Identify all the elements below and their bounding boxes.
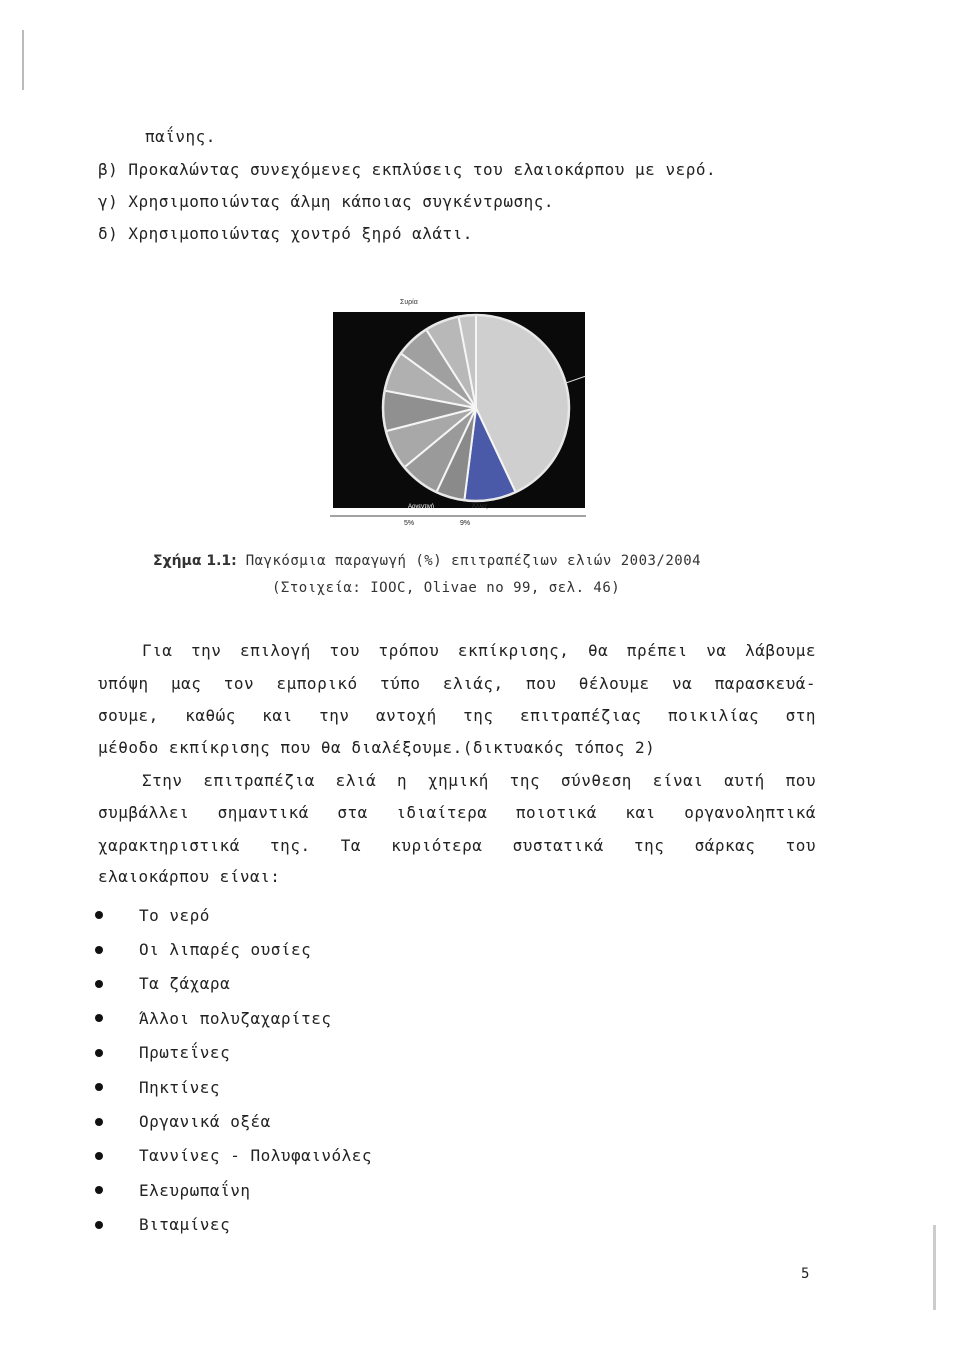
list-item: [95, 967, 372, 1001]
list-item-text: Ταννίνες - Πολυφαινόλες: [139, 1146, 373, 1166]
bullet-icon: [95, 1186, 103, 1194]
page-number: 5: [801, 1266, 810, 1282]
slice-label-syria: Συρία: [400, 299, 418, 306]
list-item: [95, 1208, 372, 1242]
figure-caption-text: Παγκόσμια παραγωγή (%) επιτραπέζιων ελιών 2003/2004: [245, 553, 702, 569]
paragraph-line: συμβάλλει σημαντικά στα ιδιαίτερα ποιοτικά και οργανοληπτικά: [98, 803, 816, 822]
paragraph-line: χαρακτηριστικά της. Τα κυριότερα συστατικά της σάρκας του: [98, 836, 816, 855]
bullet-icon: [95, 1221, 103, 1229]
list-item-text: Άλλοι πολυζαχαρίτες: [139, 1008, 332, 1028]
bullet-icon: [95, 946, 103, 954]
paragraph-line: Στην επιτραπέζια ελιά η χημική της σύνθεση είναι αυτή που: [142, 771, 816, 790]
list-item: [95, 1139, 372, 1173]
scan-edge-mark: [22, 30, 24, 90]
slice-label-argentina: Αργεντινή: [408, 504, 435, 510]
bullet-icon: [95, 1083, 103, 1091]
slice-label-others: Άλλες: [472, 504, 488, 510]
list-item-text: Τα ζάχαρα: [139, 974, 231, 994]
bullet-icon: [95, 1118, 103, 1126]
list-item: [95, 1104, 372, 1138]
paragraph-line: Για την επιλογή του τρόπου εκπίκρισης, θα πρέπει να λάβουμε: [142, 641, 816, 660]
pie-chart: [300, 292, 620, 532]
component-list: [95, 898, 372, 1242]
list-item-text: Το νερό: [139, 905, 210, 925]
paragraph-line: υπόψη μας τον εμπορικό τύπο ελιάς, που θέλουμε να παρασκευά-: [98, 674, 816, 693]
list-item: [95, 1173, 372, 1207]
list-item-text: Πρωτεΐνες: [139, 1043, 231, 1063]
bullet-icon: [95, 1014, 103, 1022]
bullet-icon: [95, 980, 103, 988]
list-item-text: Πηκτίνες: [139, 1077, 221, 1097]
intro-line: β) Προκαλώντας συνεχόμενες εκπλύσεις του ελαιοκάρπου με νερό.: [98, 160, 717, 179]
list-item: [95, 1001, 372, 1035]
eu-leader-line: [563, 376, 586, 384]
list-item-text: Βιταμίνες: [139, 1215, 231, 1235]
pie-slices: [383, 315, 569, 501]
paragraph-line: σουμε, καθώς και την αντοχή της επιτραπέζιας ποικιλίας στη: [98, 706, 816, 725]
intro-line: παΐνης.: [145, 127, 216, 146]
list-item-text: Οι λιπαρές ουσίες: [139, 940, 312, 960]
intro-line: δ) Χρησιμοποιώντας χοντρό ξηρό αλάτι.: [98, 224, 473, 243]
list-item: [95, 1036, 372, 1070]
slice-label-eu: ΕΕ: [588, 360, 599, 369]
list-item-text: Οργανικά οξέα: [139, 1112, 271, 1132]
bullet-icon: [95, 911, 103, 919]
figure-label: Σχήμα 1.1:: [153, 553, 237, 569]
intro-line: γ) Χρησιμοποιώντας άλμη κάποιας συγκέντρωσης.: [98, 192, 554, 211]
list-item: [95, 1070, 372, 1104]
list-item-text: Ελευρωπαΐνη: [139, 1180, 251, 1200]
list-item: [95, 898, 372, 932]
bullet-icon: [95, 1049, 103, 1057]
slice-value-eu: 43%: [586, 387, 601, 394]
paragraph-line: μέθοδο εκπίκρισης που θα διαλέξουμε.(δικτυακός τόπος 2): [98, 738, 656, 757]
paragraph-line: ελαιοκάρπου είναι:: [98, 867, 281, 886]
scan-edge-mark: [933, 1225, 936, 1310]
figure-caption: [153, 553, 701, 569]
list-item: [95, 932, 372, 966]
slice-value-argentina: 5%: [404, 520, 415, 527]
bullet-icon: [95, 1152, 103, 1160]
slice-value-others: 9%: [460, 520, 471, 527]
figure-source: (Στοιχεία: IOOC, Olivae no 99, σελ. 46): [272, 580, 621, 596]
